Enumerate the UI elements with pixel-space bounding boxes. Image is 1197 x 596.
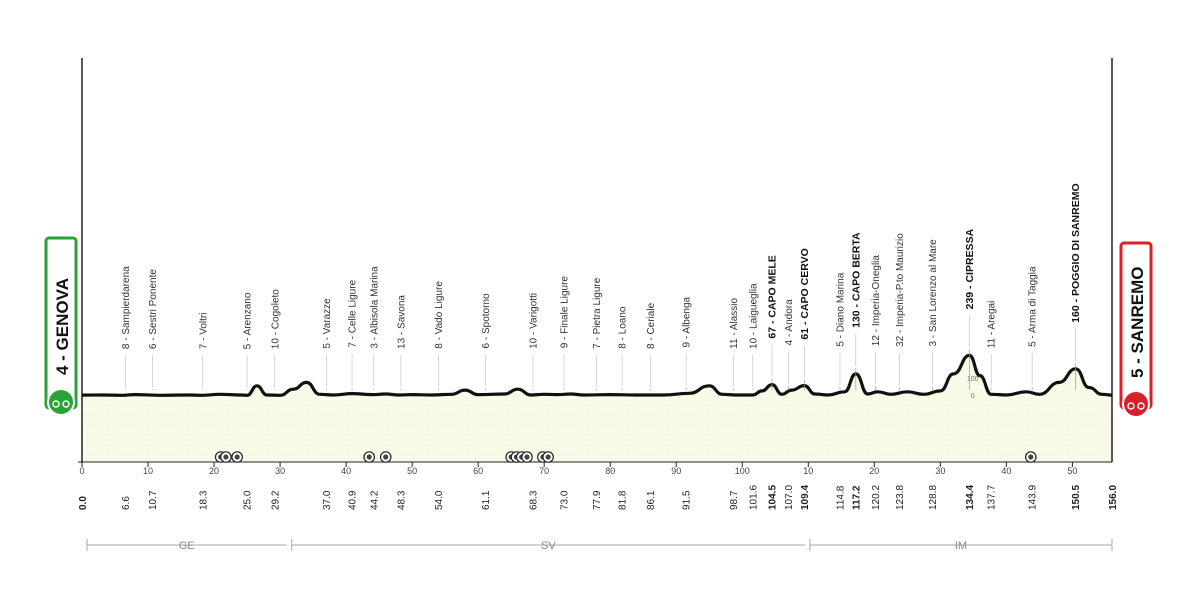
waypoint-km-label-12: 73.0	[559, 490, 571, 510]
waypoint-km-label-18: 101.6	[748, 484, 760, 510]
waypoint-km-label-10: 61.1	[480, 490, 492, 510]
km-tick-label-12: 20	[869, 466, 880, 476]
waypoint-label-18: 10 - Laigueglia	[748, 283, 760, 349]
waypoint-km-label-30: 150.5	[1071, 484, 1083, 510]
waypoint-label-17: 11 - Alassio	[729, 297, 741, 349]
waypoint-km-label-13: 77.9	[591, 490, 603, 510]
start-km-label: 0.0	[78, 496, 89, 510]
finish-km-label: 156.0	[1108, 484, 1119, 510]
waypoint-label-13: 7 - Pietra Ligure	[591, 277, 603, 349]
waypoint-label-30: 160 - POGGIO DI SANREMO	[1070, 183, 1083, 323]
waypoint-km-label-9: 54.0	[434, 490, 446, 510]
km-tick-label-6: 60	[473, 466, 484, 476]
waypoint-label-19: 67 - CAPO MELE	[766, 255, 779, 339]
finish-bike-icon	[1123, 391, 1149, 417]
waypoint-km-label-6: 40.9	[347, 490, 359, 510]
waypoint-km-label-2: 18.3	[198, 490, 210, 510]
altitude-tick-label-0: 100	[966, 376, 979, 383]
km-tick-label-13: 30	[935, 466, 946, 476]
waypoint-km-label-16: 91.5	[681, 490, 693, 510]
waypoint-km-label-11: 68.3	[528, 490, 540, 510]
km-tick-label-3: 30	[275, 466, 286, 476]
waypoint-km-label-27: 134.4	[964, 484, 976, 510]
km-tick-label-15: 50	[1067, 466, 1078, 476]
waypoint-label-12: 9 - Finale Ligure	[559, 276, 571, 349]
marker-icon-dot-3	[367, 454, 372, 459]
waypoint-label-11: 10 - Varigotti	[528, 292, 540, 349]
waypoint-label-5: 5 - Varazze	[321, 298, 333, 349]
waypoint-km-label-5: 37.0	[321, 490, 333, 510]
region-label-0: GE	[178, 540, 195, 552]
waypoint-km-label-23: 117.2	[851, 485, 863, 510]
waypoint-km-label-17: 98.7	[729, 490, 741, 510]
waypoint-label-23: 130 - CAPO BERTA	[850, 232, 863, 328]
waypoint-label-21: 61 - CAPO CERVO	[798, 248, 811, 340]
waypoint-label-2: 7 - Voltri	[198, 312, 210, 350]
finish-city-label: 5 - SANREMO	[1128, 266, 1147, 378]
waypoint-km-label-8: 48.3	[396, 490, 408, 510]
marker-icon-dot-2	[235, 454, 240, 459]
waypoint-label-1: 6 - Sestri Ponente	[148, 269, 160, 350]
km-tick-label-1: 10	[143, 466, 154, 476]
waypoint-label-7: 3 - Albisola Marina	[369, 266, 381, 349]
waypoint-label-0: 8 - Sampierdarena	[121, 266, 133, 350]
waypoint-km-label-26: 128.8	[927, 484, 939, 510]
waypoint-label-14: 8 - Loano	[617, 306, 629, 349]
km-tick-label-10: 100	[734, 466, 750, 476]
waypoint-label-6: 7 - Celle Ligure	[347, 279, 359, 348]
waypoint-label-15: 8 - Ceriale	[645, 302, 657, 349]
waypoint-label-22: 5 - Diano Marina	[835, 272, 847, 347]
marker-icon-dot-8	[524, 454, 529, 459]
km-tick-label-14: 40	[1001, 466, 1012, 476]
regions-layer	[87, 539, 1112, 552]
km-tick-label-0: 0	[79, 466, 85, 476]
km-tick-label-9: 90	[671, 466, 682, 476]
start-bike-icon	[48, 389, 74, 415]
waypoint-label-3: 5 - Arenzano	[242, 292, 254, 350]
waypoint-label-16: 9 - Albenga	[681, 296, 693, 348]
marker-icon-dot-4	[383, 454, 388, 459]
region-label-2: IM	[954, 540, 968, 552]
waypoint-km-label-15: 86.1	[645, 490, 657, 510]
waypoint-label-20: 4 - Andora	[783, 299, 795, 346]
waypoint-km-label-7: 44.2	[369, 490, 381, 510]
km-labels-layer	[78, 485, 1119, 510]
waypoint-label-10: 6 - Spotorno	[480, 293, 492, 349]
km-tick-label-4: 40	[341, 466, 352, 476]
waypoint-km-label-20: 107.0	[783, 484, 795, 510]
waypoint-label-9: 8 - Vado Ligure	[434, 281, 446, 349]
waypoint-km-label-1: 10.7	[148, 490, 160, 510]
waypoint-km-label-14: 81.8	[617, 490, 629, 510]
waypoint-label-4: 10 - Cogoleto	[270, 289, 282, 350]
km-tick-label-11: 10	[803, 466, 814, 476]
waypoint-label-27: 239 - CIPRESSA	[963, 228, 976, 310]
waypoint-km-label-28: 137.7	[986, 484, 998, 510]
waypoint-label-29: 5 - Arma di Taggia	[1027, 266, 1039, 347]
waypoint-km-label-4: 29.2	[270, 490, 282, 510]
waypoint-label-24: 12 - Imperia-Oneglia	[871, 255, 883, 347]
waypoint-km-label-24: 120.2	[871, 484, 883, 510]
waypoint-km-label-21: 109.4	[799, 484, 811, 510]
waypoint-label-25: 32 - Imperia-P.to Maurizio	[894, 233, 906, 347]
waypoint-km-label-22: 114.8	[835, 485, 847, 510]
waypoint-km-label-19: 104.5	[767, 484, 779, 510]
region-label-1: SV	[540, 540, 556, 552]
marker-icon-dot-11	[1028, 454, 1033, 459]
waypoint-km-label-25: 123.8	[894, 484, 906, 510]
waypoint-label-26: 3 - San Lorenzo al Mare	[927, 239, 939, 347]
km-tick-label-8: 80	[605, 466, 616, 476]
waypoints-layer	[121, 183, 1082, 390]
km-tick-label-7: 70	[539, 466, 550, 476]
waypoint-km-label-0: 6.6	[121, 496, 133, 510]
waypoint-label-8: 13 - Savona	[396, 294, 408, 349]
marker-icon-dot-1	[223, 454, 228, 459]
marker-icon-dot-10	[546, 454, 551, 459]
km-tick-label-2: 20	[209, 466, 220, 476]
start-city-label: 4 - GENOVA	[53, 278, 72, 375]
waypoint-km-label-3: 25.0	[242, 490, 254, 510]
waypoint-km-label-29: 143.9	[1027, 484, 1039, 510]
waypoint-label-28: 11 - Aregai	[986, 300, 998, 349]
altitude-tick-label-1: 0	[970, 393, 975, 400]
km-tick-label-5: 50	[407, 466, 418, 476]
